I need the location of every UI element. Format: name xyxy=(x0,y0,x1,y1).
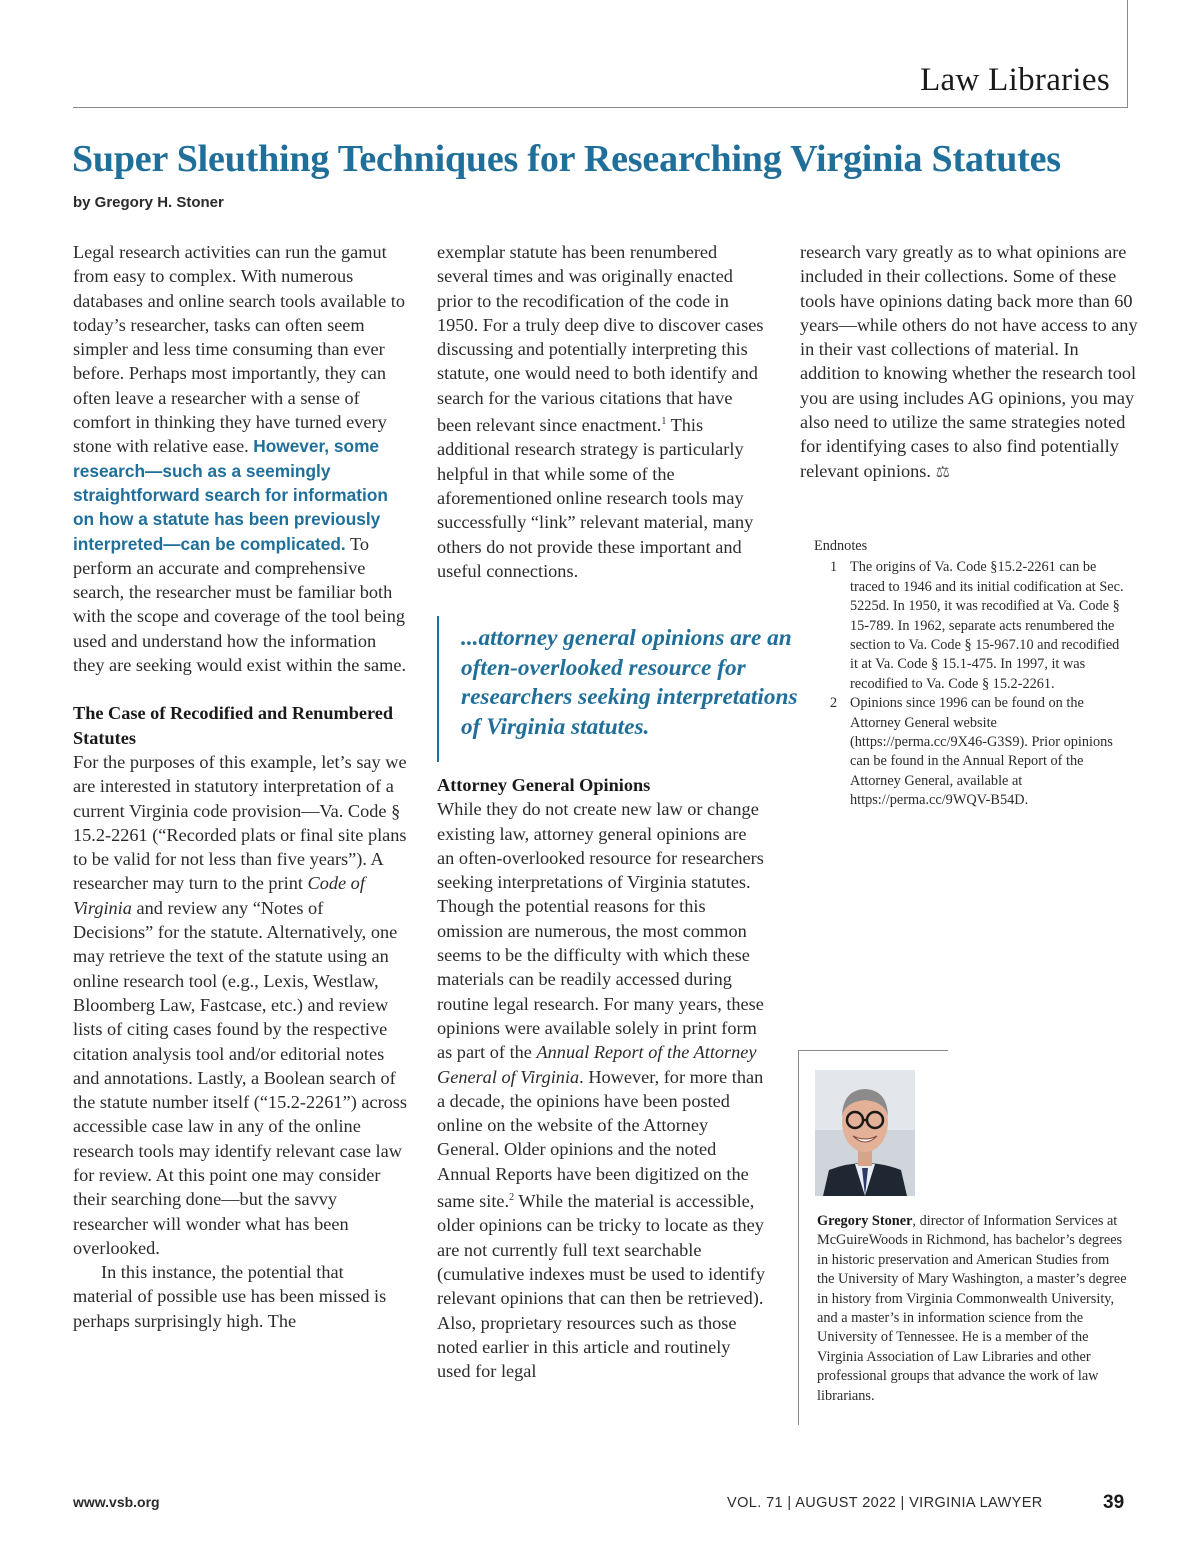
bio-frame-left xyxy=(798,1050,799,1425)
endnote-item xyxy=(814,558,1124,694)
spacer xyxy=(73,677,408,701)
endnote-number: 2 xyxy=(830,695,838,712)
body-text: To perform an accurate and comprehensive search, the researcher must be familiar both with the scope and coverage of the tool being used and understand how the information they are seeking would exist within the same. xyxy=(73,533,407,676)
byline: by Gregory H. Stoner xyxy=(73,194,224,211)
column-3 xyxy=(800,240,1140,485)
section-header: Law Libraries xyxy=(920,62,1110,98)
body-text: exemplar statute has been renumbered several times and was originally enacted prior to the recodification of the code in 1950. For a truly deep dive to discover cases discussing and potentially interpreting this statute, one would need to both identify and search for the various citations that have been relevant since enactment. xyxy=(437,242,764,436)
endnotes-list xyxy=(814,558,1124,810)
paragraph xyxy=(73,240,408,677)
body-text: This additional research strategy is particularly helpful in that while some of the aforementioned online research tools may successfully “link” relevant material, many others do not provide these important and useful connections. xyxy=(437,415,754,581)
endnote-number: 1 xyxy=(830,559,838,576)
italic-title: Annual Report of the Attorney General of Virginia xyxy=(437,1042,757,1087)
paragraph xyxy=(437,797,767,1383)
paragraph xyxy=(73,750,408,1260)
body-text: While the material is accessible, older opinions can be tricky to locate as they are not currently full text searchable (cumulative indexes must be used to identify relevant opinions that can then be retrieved). Also, proprietary resources such as those noted earlier in this article and routinely used for legal xyxy=(437,1191,765,1382)
body-text: For the purposes of this example, let’s say we are interested in statutory interpretation of a current Virginia code provision—Va. Code § 15.2-2261 (“Recorded plats or final site plans to be valid for not less than five years”). A researcher may turn to the print xyxy=(73,751,407,894)
endnote-text: Opinions since 1996 can be found on the Attorney General website (https://perma.cc/9X46-G3S9). Prior opinions can be found in the Annual Report of the Attorney General, available at https://perma.cc/9WQV-B54D. xyxy=(850,695,1113,809)
article-title: Super Sleuthing Techniques for Researching Virginia Statutes xyxy=(72,138,1061,180)
footnote-ref[interactable]: 2 xyxy=(509,1192,515,1204)
body-text: research vary greatly as to what opinions are included in their collections. Some of these tools have opinions dating back more than 60 years—while others do not have access to any in their vast collections of material. In addition to knowing whether the research tool you are using includes AG opinions, you may also need to utilize the same strategies noted for identifying cases to also find potentially relevant opinions. xyxy=(800,242,1138,481)
author-bio xyxy=(817,1212,1127,1406)
column-2 xyxy=(437,240,767,583)
endnotes-title: Endnotes xyxy=(814,538,868,554)
author-portrait-illustration xyxy=(815,1070,915,1196)
italic-title: Code of Virginia xyxy=(73,873,365,918)
paragraph: In this instance, the potential that material of possible use has been missed is perhaps surprisingly high. The xyxy=(73,1262,387,1331)
body-text: and review any “Notes of Decisions” for the statute. Alternatively, one may retrieve the text of the statute using an online research tool (e.g., Lexis, Westlaw, Bloomberg Law, Fastcase, etc.) and review lists of citing cases found by the respective citation analysis tool and/or editorial notes and annotations. Lastly, a Boolean search of the statute number itself (“15.2-2261”) across accessible case law in any of the online research tools may identify relevant case law for review. At this point one may consider their searching done—but the savvy researcher will wonder what has been overlooked. xyxy=(73,897,408,1258)
author-photo xyxy=(815,1070,915,1196)
scales-of-justice-icon: ⚖ xyxy=(935,463,950,481)
subheading-recodified: The Case of Recodified and Renumbered Statutes xyxy=(73,703,394,748)
body-text: . However, for more than a decade, the opinions have been posted online on the website of the Attorney General. Older opinions and the noted Annual Reports have been digitized on the same site. xyxy=(437,1066,764,1212)
body-text: Legal research activities can run the gamut from easy to complex. With numerous databases and online search tools available to today’s researcher, tasks can often seem simpler and less time consuming than ever before. Perhaps most importantly, they can often leave a researcher with a sense of comfort in thinking they have turned every stone with relative ease. xyxy=(73,242,405,457)
header-rule xyxy=(73,107,1128,108)
paragraph xyxy=(437,240,767,583)
footer-issue-info: VOL. 71 | AUGUST 2022 | VIRGINIA LAWYER xyxy=(727,1495,1043,1511)
pull-quote-block xyxy=(437,616,797,764)
subheading-ag-opinions: Attorney General Opinions xyxy=(437,775,651,795)
header-vertical-rule xyxy=(1127,0,1128,108)
bio-frame-top xyxy=(798,1050,948,1051)
bio-text: , director of Information Services at McGuireWoods in Richmond, has bachelor’s degrees in historic preservation and American Studies from the University of Mary Washington, a master’s degree in history from Virginia Commonwealth University, and a master’s in information science from the University of Tennessee. He is a member of the Virginia Association of Law Libraries and other professional groups that advance the work of law librarians. xyxy=(817,1213,1127,1404)
endnote-text: The origins of Va. Code §15.2-2261 can be traced to 1946 and its initial codification at Sec. 5225d. In 1950, it was recodified at Va. Code § 15-789. In 1962, separate acts renumbered the section to Va. Code § 15-967.10 and recodified it at Va. Code § 15.1-475. In 1997, it was recodified to Va. Code § 15.2-2261. xyxy=(850,559,1124,692)
column-1 xyxy=(73,240,408,1333)
endnote-item xyxy=(814,694,1124,810)
endnotes xyxy=(814,537,1124,811)
column-2-lower xyxy=(437,773,767,1384)
footnote-ref[interactable]: 1 xyxy=(661,416,667,428)
author-name: Gregory Stoner xyxy=(817,1213,913,1229)
page-number: 39 xyxy=(1103,1492,1125,1513)
footer-website[interactable]: www.vsb.org xyxy=(73,1494,160,1510)
pull-quote: ...attorney general opinions are an often-overlooked resource for researchers seeking interpretations of Virginia statutes. xyxy=(461,625,798,740)
body-text: While they do not create new law or change existing law, attorney general opinions are an often-overlooked resource for researchers seeking interpretations of Virginia statutes. Though the potential reasons for this omission are numerous, the most common seems to be the difficulty with which these materials can be readily accessed during routine legal research. For many years, these opinions were available solely in print form as part of the xyxy=(437,799,764,1063)
highlighted-text: However, some research—such as a seemingly straightforward search for information on how a statute has been previously interpreted—can be complicated. xyxy=(73,436,388,554)
paragraph xyxy=(800,240,1140,485)
pull-quote-bar xyxy=(437,616,439,762)
